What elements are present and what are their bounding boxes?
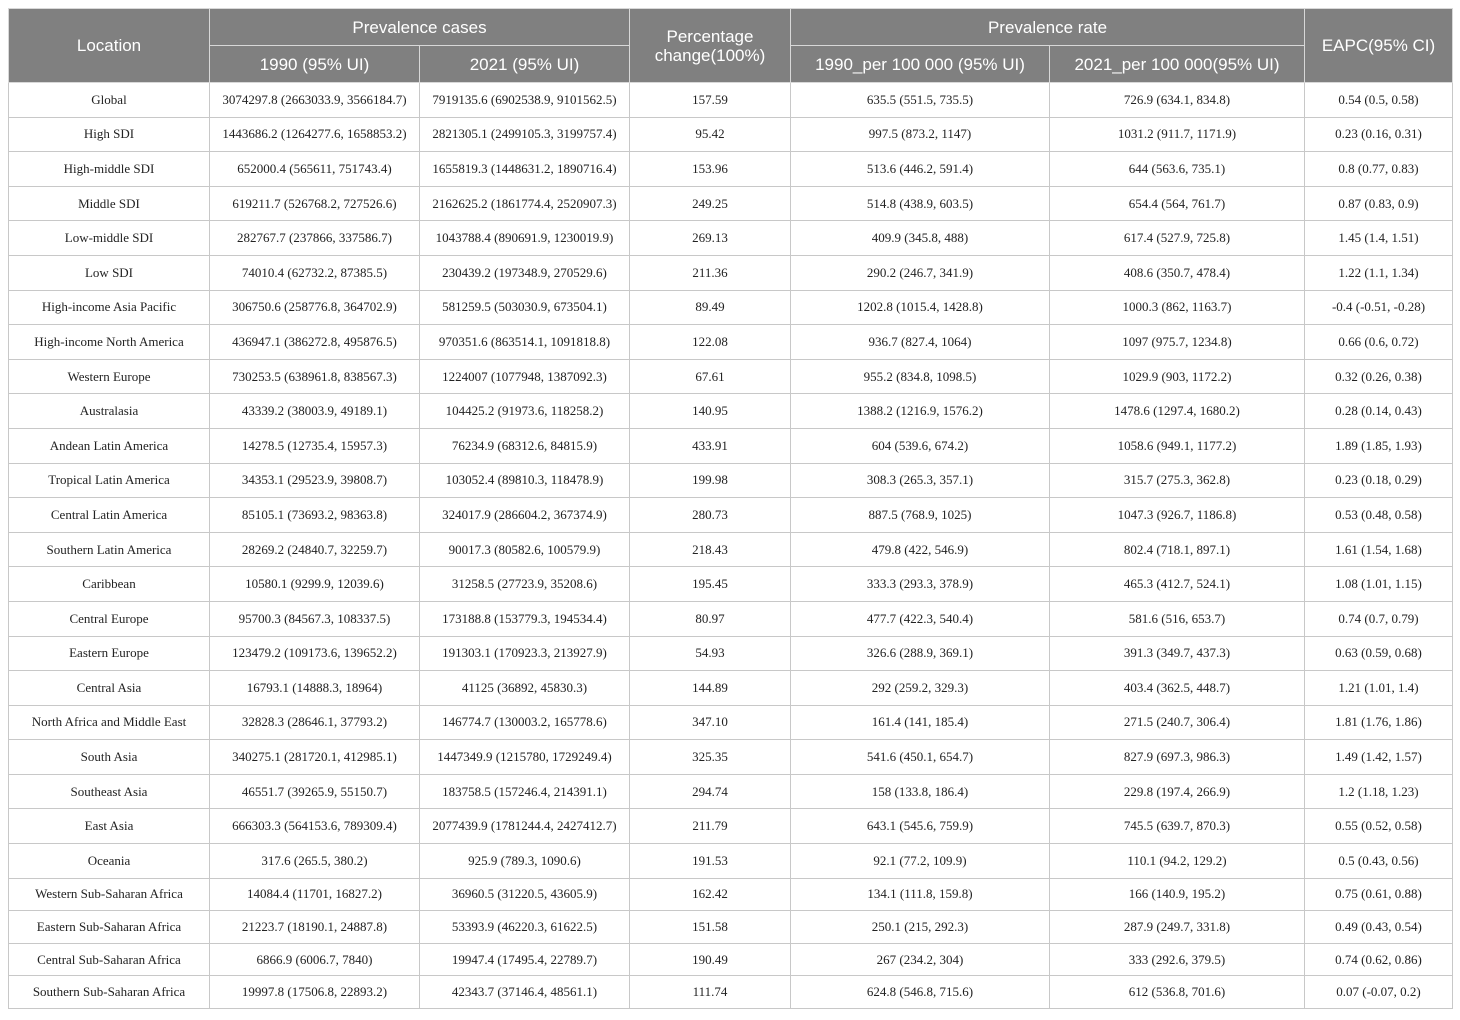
table-row xyxy=(9,601,1453,636)
cell-rate-1990: 479.8 (422, 546.9) xyxy=(791,532,1050,567)
cell-percentage-change: 122.08 xyxy=(630,325,791,360)
cell-percentage-change: 111.74 xyxy=(630,976,791,1009)
cell-cases-1990: 317.6 (265.5, 380.2) xyxy=(210,844,420,879)
header-percentage-change: Percentage change(100%) xyxy=(630,9,791,83)
cell-location: Eastern Sub-Saharan Africa xyxy=(9,911,210,944)
cell-percentage-change: 433.91 xyxy=(630,428,791,463)
cell-cases-1990: 21223.7 (18190.1, 24887.8) xyxy=(210,911,420,944)
cell-eapc: 1.45 (1.4, 1.51) xyxy=(1305,221,1453,256)
cell-cases-2021: 36960.5 (31220.5, 43605.9) xyxy=(420,878,630,911)
cell-eapc: 1.49 (1.42, 1.57) xyxy=(1305,740,1453,775)
cell-rate-2021: 644 (563.6, 735.1) xyxy=(1050,152,1305,187)
cell-eapc: 1.22 (1.1, 1.34) xyxy=(1305,255,1453,290)
cell-rate-1990: 326.6 (288.9, 369.1) xyxy=(791,636,1050,671)
table-row xyxy=(9,359,1453,394)
cell-cases-1990: 306750.6 (258776.8, 364702.9) xyxy=(210,290,420,325)
cell-cases-2021: 1655819.3 (1448631.2, 1890716.4) xyxy=(420,152,630,187)
cell-cases-2021: 53393.9 (46220.3, 61622.5) xyxy=(420,911,630,944)
cell-rate-2021: 581.6 (516, 653.7) xyxy=(1050,601,1305,636)
cell-location: Western Sub-Saharan Africa xyxy=(9,878,210,911)
cell-rate-1990: 250.1 (215, 292.3) xyxy=(791,911,1050,944)
table-row xyxy=(9,498,1453,533)
cell-location: Southern Sub-Saharan Africa xyxy=(9,976,210,1009)
cell-cases-1990: 730253.5 (638961.8, 838567.3) xyxy=(210,359,420,394)
cell-cases-2021: 230439.2 (197348.9, 270529.6) xyxy=(420,255,630,290)
cell-cases-2021: 183758.5 (157246.4, 214391.1) xyxy=(420,774,630,809)
cell-eapc: 0.74 (0.7, 0.79) xyxy=(1305,601,1453,636)
cell-eapc: 0.5 (0.43, 0.56) xyxy=(1305,844,1453,879)
cell-rate-1990: 290.2 (246.7, 341.9) xyxy=(791,255,1050,290)
cell-cases-1990: 28269.2 (24840.7, 32259.7) xyxy=(210,532,420,567)
cell-location: Andean Latin America xyxy=(9,428,210,463)
cell-location: Low-middle SDI xyxy=(9,221,210,256)
cell-eapc: 0.55 (0.52, 0.58) xyxy=(1305,809,1453,844)
cell-cases-2021: 1224007 (1077948, 1387092.3) xyxy=(420,359,630,394)
table-row xyxy=(9,255,1453,290)
cell-percentage-change: 280.73 xyxy=(630,498,791,533)
cell-cases-2021: 19947.4 (17495.4, 22789.7) xyxy=(420,943,630,976)
table-row xyxy=(9,705,1453,740)
table-row xyxy=(9,221,1453,256)
cell-rate-2021: 465.3 (412.7, 524.1) xyxy=(1050,567,1305,602)
cell-eapc: 0.74 (0.62, 0.86) xyxy=(1305,943,1453,976)
cell-percentage-change: 269.13 xyxy=(630,221,791,256)
cell-cases-2021: 925.9 (789.3, 1090.6) xyxy=(420,844,630,879)
cell-cases-2021: 90017.3 (80582.6, 100579.9) xyxy=(420,532,630,567)
cell-percentage-change: 347.10 xyxy=(630,705,791,740)
cell-rate-1990: 635.5 (551.5, 735.5) xyxy=(791,83,1050,118)
cell-rate-1990: 643.1 (545.6, 759.9) xyxy=(791,809,1050,844)
cell-eapc: 0.63 (0.59, 0.68) xyxy=(1305,636,1453,671)
cell-location: Central Europe xyxy=(9,601,210,636)
cell-cases-1990: 123479.2 (109173.6, 139652.2) xyxy=(210,636,420,671)
header-prevalence-cases: Prevalence cases xyxy=(210,9,630,46)
cell-rate-2021: 287.9 (249.7, 331.8) xyxy=(1050,911,1305,944)
cell-rate-2021: 1097 (975.7, 1234.8) xyxy=(1050,325,1305,360)
cell-cases-1990: 16793.1 (14888.3, 18964) xyxy=(210,671,420,706)
cell-location: Eastern Europe xyxy=(9,636,210,671)
cell-cases-1990: 95700.3 (84567.3, 108337.5) xyxy=(210,601,420,636)
cell-cases-2021: 104425.2 (91973.6, 118258.2) xyxy=(420,394,630,429)
cell-rate-1990: 624.8 (546.8, 715.6) xyxy=(791,976,1050,1009)
cell-rate-1990: 158 (133.8, 186.4) xyxy=(791,774,1050,809)
cell-cases-1990: 14278.5 (12735.4, 15957.3) xyxy=(210,428,420,463)
cell-eapc: 0.54 (0.5, 0.58) xyxy=(1305,83,1453,118)
header-location: Location xyxy=(9,9,210,83)
cell-location: Oceania xyxy=(9,844,210,879)
cell-rate-1990: 308.3 (265.3, 357.1) xyxy=(791,463,1050,498)
cell-percentage-change: 199.98 xyxy=(630,463,791,498)
cell-cases-2021: 2821305.1 (2499105.3, 3199757.4) xyxy=(420,117,630,152)
cell-cases-1990: 282767.7 (237866, 337586.7) xyxy=(210,221,420,256)
header-rate-2021: 2021_per 100 000(95% UI) xyxy=(1050,46,1305,83)
cell-location: High-middle SDI xyxy=(9,152,210,187)
cell-location: High-income North America xyxy=(9,325,210,360)
cell-cases-1990: 46551.7 (39265.9, 55150.7) xyxy=(210,774,420,809)
table-row xyxy=(9,428,1453,463)
cell-rate-1990: 513.6 (446.2, 591.4) xyxy=(791,152,1050,187)
cell-rate-2021: 403.4 (362.5, 448.7) xyxy=(1050,671,1305,706)
cell-rate-2021: 1058.6 (949.1, 1177.2) xyxy=(1050,428,1305,463)
cell-rate-1990: 333.3 (293.3, 378.9) xyxy=(791,567,1050,602)
cell-rate-1990: 477.7 (422.3, 540.4) xyxy=(791,601,1050,636)
cell-cases-2021: 7919135.6 (6902538.9, 9101562.5) xyxy=(420,83,630,118)
cell-location: Global xyxy=(9,83,210,118)
table-row xyxy=(9,325,1453,360)
cell-cases-2021: 42343.7 (37146.4, 48561.1) xyxy=(420,976,630,1009)
cell-rate-1990: 541.6 (450.1, 654.7) xyxy=(791,740,1050,775)
cell-eapc: -0.4 (-0.51, -0.28) xyxy=(1305,290,1453,325)
table-row xyxy=(9,911,1453,944)
cell-location: Middle SDI xyxy=(9,186,210,221)
table-row xyxy=(9,740,1453,775)
cell-cases-1990: 1443686.2 (1264277.6, 1658853.2) xyxy=(210,117,420,152)
cell-rate-2021: 1478.6 (1297.4, 1680.2) xyxy=(1050,394,1305,429)
table-body xyxy=(9,83,1453,1009)
table-row xyxy=(9,636,1453,671)
cell-rate-1990: 887.5 (768.9, 1025) xyxy=(791,498,1050,533)
cell-cases-2021: 1447349.9 (1215780, 1729249.4) xyxy=(420,740,630,775)
cell-cases-2021: 2077439.9 (1781244.4, 2427412.7) xyxy=(420,809,630,844)
cell-eapc: 1.2 (1.18, 1.23) xyxy=(1305,774,1453,809)
cell-location: Southern Latin America xyxy=(9,532,210,567)
cell-percentage-change: 153.96 xyxy=(630,152,791,187)
cell-cases-2021: 191303.1 (170923.3, 213927.9) xyxy=(420,636,630,671)
cell-location: East Asia xyxy=(9,809,210,844)
cell-rate-2021: 1031.2 (911.7, 1171.9) xyxy=(1050,117,1305,152)
cell-rate-2021: 271.5 (240.7, 306.4) xyxy=(1050,705,1305,740)
cell-percentage-change: 211.36 xyxy=(630,255,791,290)
cell-location: South Asia xyxy=(9,740,210,775)
table-row xyxy=(9,290,1453,325)
cell-eapc: 0.53 (0.48, 0.58) xyxy=(1305,498,1453,533)
cell-location: North Africa and Middle East xyxy=(9,705,210,740)
cell-location: Central Latin America xyxy=(9,498,210,533)
cell-percentage-change: 195.45 xyxy=(630,567,791,602)
cell-cases-2021: 76234.9 (68312.6, 84815.9) xyxy=(420,428,630,463)
cell-location: Australasia xyxy=(9,394,210,429)
cell-eapc: 0.75 (0.61, 0.88) xyxy=(1305,878,1453,911)
cell-percentage-change: 144.89 xyxy=(630,671,791,706)
header-cases-1990: 1990 (95% UI) xyxy=(210,46,420,83)
table-row xyxy=(9,117,1453,152)
table-row xyxy=(9,671,1453,706)
cell-eapc: 0.23 (0.16, 0.31) xyxy=(1305,117,1453,152)
cell-percentage-change: 80.97 xyxy=(630,601,791,636)
cell-cases-1990: 74010.4 (62732.2, 87385.5) xyxy=(210,255,420,290)
cell-rate-1990: 936.7 (827.4, 1064) xyxy=(791,325,1050,360)
cell-rate-2021: 654.4 (564, 761.7) xyxy=(1050,186,1305,221)
header-rate-1990: 1990_per 100 000 (95% UI) xyxy=(791,46,1050,83)
cell-location: High SDI xyxy=(9,117,210,152)
table-row xyxy=(9,809,1453,844)
cell-percentage-change: 325.35 xyxy=(630,740,791,775)
cell-cases-2021: 324017.9 (286604.2, 367374.9) xyxy=(420,498,630,533)
cell-eapc: 0.32 (0.26, 0.38) xyxy=(1305,359,1453,394)
cell-percentage-change: 190.49 xyxy=(630,943,791,976)
cell-location: Caribbean xyxy=(9,567,210,602)
cell-cases-1990: 85105.1 (73693.2, 98363.8) xyxy=(210,498,420,533)
cell-rate-2021: 408.6 (350.7, 478.4) xyxy=(1050,255,1305,290)
table-row xyxy=(9,844,1453,879)
cell-eapc: 1.89 (1.85, 1.93) xyxy=(1305,428,1453,463)
cell-percentage-change: 89.49 xyxy=(630,290,791,325)
cell-cases-2021: 103052.4 (89810.3, 118478.9) xyxy=(420,463,630,498)
cell-percentage-change: 294.74 xyxy=(630,774,791,809)
cell-rate-2021: 745.5 (639.7, 870.3) xyxy=(1050,809,1305,844)
cell-percentage-change: 191.53 xyxy=(630,844,791,879)
header-eapc: EAPC(95% CI) xyxy=(1305,9,1453,83)
cell-rate-1990: 955.2 (834.8, 1098.5) xyxy=(791,359,1050,394)
cell-rate-1990: 1202.8 (1015.4, 1428.8) xyxy=(791,290,1050,325)
cell-rate-1990: 292 (259.2, 329.3) xyxy=(791,671,1050,706)
cell-location: Western Europe xyxy=(9,359,210,394)
cell-cases-2021: 41125 (36892, 45830.3) xyxy=(420,671,630,706)
table-row xyxy=(9,394,1453,429)
cell-rate-2021: 1000.3 (862, 1163.7) xyxy=(1050,290,1305,325)
cell-eapc: 0.8 (0.77, 0.83) xyxy=(1305,152,1453,187)
cell-percentage-change: 67.61 xyxy=(630,359,791,394)
cell-cases-1990: 652000.4 (565611, 751743.4) xyxy=(210,152,420,187)
cell-cases-2021: 1043788.4 (890691.9, 1230019.9) xyxy=(420,221,630,256)
table-row xyxy=(9,878,1453,911)
cell-cases-2021: 2162625.2 (1861774.4, 2520907.3) xyxy=(420,186,630,221)
cell-location: High-income Asia Pacific xyxy=(9,290,210,325)
cell-percentage-change: 162.42 xyxy=(630,878,791,911)
table-row xyxy=(9,567,1453,602)
cell-rate-2021: 391.3 (349.7, 437.3) xyxy=(1050,636,1305,671)
cell-rate-2021: 166 (140.9, 195.2) xyxy=(1050,878,1305,911)
cell-rate-2021: 617.4 (527.9, 725.8) xyxy=(1050,221,1305,256)
table-row xyxy=(9,463,1453,498)
cell-rate-2021: 333 (292.6, 379.5) xyxy=(1050,943,1305,976)
cell-percentage-change: 140.95 xyxy=(630,394,791,429)
cell-location: Central Sub-Saharan Africa xyxy=(9,943,210,976)
cell-eapc: 0.07 (-0.07, 0.2) xyxy=(1305,976,1453,1009)
cell-cases-1990: 619211.7 (526768.2, 727526.6) xyxy=(210,186,420,221)
cell-rate-1990: 267 (234.2, 304) xyxy=(791,943,1050,976)
cell-cases-2021: 581259.5 (503030.9, 673504.1) xyxy=(420,290,630,325)
cell-eapc: 0.23 (0.18, 0.29) xyxy=(1305,463,1453,498)
cell-rate-1990: 604 (539.6, 674.2) xyxy=(791,428,1050,463)
cell-cases-2021: 146774.7 (130003.2, 165778.6) xyxy=(420,705,630,740)
cell-location: Low SDI xyxy=(9,255,210,290)
cell-rate-1990: 997.5 (873.2, 1147) xyxy=(791,117,1050,152)
cell-cases-1990: 14084.4 (11701, 16827.2) xyxy=(210,878,420,911)
cell-cases-2021: 173188.8 (153779.3, 194534.4) xyxy=(420,601,630,636)
cell-rate-2021: 1029.9 (903, 1172.2) xyxy=(1050,359,1305,394)
cell-cases-1990: 6866.9 (6006.7, 7840) xyxy=(210,943,420,976)
cell-eapc: 0.28 (0.14, 0.43) xyxy=(1305,394,1453,429)
cell-cases-1990: 19997.8 (17506.8, 22893.2) xyxy=(210,976,420,1009)
cell-rate-1990: 409.9 (345.8, 488) xyxy=(791,221,1050,256)
cell-cases-1990: 666303.3 (564153.6, 789309.4) xyxy=(210,809,420,844)
cell-location: Tropical Latin America xyxy=(9,463,210,498)
cell-eapc: 0.49 (0.43, 0.54) xyxy=(1305,911,1453,944)
cell-cases-1990: 32828.3 (28646.1, 37793.2) xyxy=(210,705,420,740)
table-row xyxy=(9,532,1453,567)
cell-rate-1990: 161.4 (141, 185.4) xyxy=(791,705,1050,740)
cell-rate-2021: 802.4 (718.1, 897.1) xyxy=(1050,532,1305,567)
header-prevalence-rate: Prevalence rate xyxy=(791,9,1305,46)
cell-cases-1990: 43339.2 (38003.9, 49189.1) xyxy=(210,394,420,429)
cell-rate-2021: 229.8 (197.4, 266.9) xyxy=(1050,774,1305,809)
cell-rate-2021: 110.1 (94.2, 129.2) xyxy=(1050,844,1305,879)
cell-rate-2021: 315.7 (275.3, 362.8) xyxy=(1050,463,1305,498)
cell-cases-1990: 34353.1 (29523.9, 39808.7) xyxy=(210,463,420,498)
cell-cases-1990: 10580.1 (9299.9, 12039.6) xyxy=(210,567,420,602)
table-row xyxy=(9,83,1453,118)
cell-cases-1990: 3074297.8 (2663033.9, 3566184.7) xyxy=(210,83,420,118)
cell-location: Southeast Asia xyxy=(9,774,210,809)
cell-eapc: 1.21 (1.01, 1.4) xyxy=(1305,671,1453,706)
cell-cases-1990: 340275.1 (281720.1, 412985.1) xyxy=(210,740,420,775)
cell-percentage-change: 95.42 xyxy=(630,117,791,152)
table-row xyxy=(9,186,1453,221)
cell-location: Central Asia xyxy=(9,671,210,706)
header-cases-2021: 2021 (95% UI) xyxy=(420,46,630,83)
cell-percentage-change: 218.43 xyxy=(630,532,791,567)
cell-cases-1990: 436947.1 (386272.8, 495876.5) xyxy=(210,325,420,360)
cell-rate-2021: 726.9 (634.1, 834.8) xyxy=(1050,83,1305,118)
cell-percentage-change: 249.25 xyxy=(630,186,791,221)
cell-eapc: 0.87 (0.83, 0.9) xyxy=(1305,186,1453,221)
cell-rate-2021: 827.9 (697.3, 986.3) xyxy=(1050,740,1305,775)
cell-percentage-change: 157.59 xyxy=(630,83,791,118)
cell-percentage-change: 151.58 xyxy=(630,911,791,944)
cell-rate-2021: 1047.3 (926.7, 1186.8) xyxy=(1050,498,1305,533)
table-row xyxy=(9,152,1453,187)
cell-rate-2021: 612 (536.8, 701.6) xyxy=(1050,976,1305,1009)
cell-eapc: 1.81 (1.76, 1.86) xyxy=(1305,705,1453,740)
cell-eapc: 1.61 (1.54, 1.68) xyxy=(1305,532,1453,567)
table-row xyxy=(9,976,1453,1009)
cell-percentage-change: 54.93 xyxy=(630,636,791,671)
table-row xyxy=(9,943,1453,976)
cell-rate-1990: 92.1 (77.2, 109.9) xyxy=(791,844,1050,879)
cell-rate-1990: 134.1 (111.8, 159.8) xyxy=(791,878,1050,911)
cell-eapc: 0.66 (0.6, 0.72) xyxy=(1305,325,1453,360)
table-row xyxy=(9,774,1453,809)
cell-rate-1990: 514.8 (438.9, 603.5) xyxy=(791,186,1050,221)
cell-eapc: 1.08 (1.01, 1.15) xyxy=(1305,567,1453,602)
cell-percentage-change: 211.79 xyxy=(630,809,791,844)
table-header xyxy=(9,9,1453,83)
cell-rate-1990: 1388.2 (1216.9, 1576.2) xyxy=(791,394,1050,429)
cell-cases-2021: 970351.6 (863514.1, 1091818.8) xyxy=(420,325,630,360)
cell-cases-2021: 31258.5 (27723.9, 35208.6) xyxy=(420,567,630,602)
prevalence-table xyxy=(8,8,1453,1009)
